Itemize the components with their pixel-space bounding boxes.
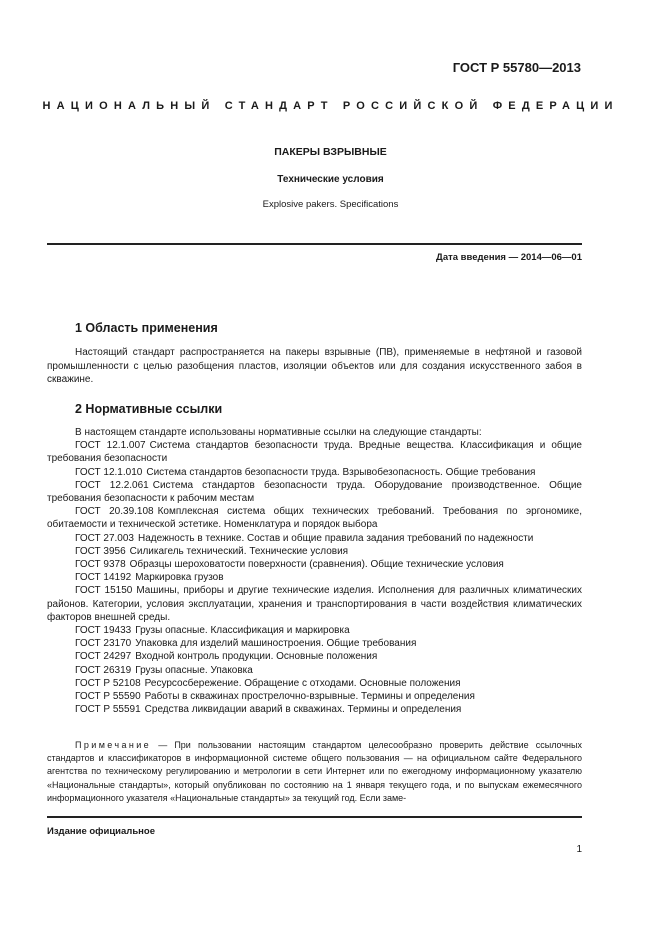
page-number: 1 [576, 844, 582, 855]
reference-text: Ресурсосбережение. Обращение с отходами. Основные положения [144, 677, 461, 689]
reference-text: Грузы опасные. Классификация и маркировка [135, 625, 350, 637]
reference-code: ГОСТ Р 52108 [75, 677, 141, 689]
reference-item [47, 664, 582, 677]
reference-item [47, 479, 582, 505]
top-divider [47, 243, 582, 245]
reference-text: Машины, приборы и другие технические изделия. Исполнения для различных климатических районов. Категории, условия эксплуатации, хранения и транспортирования в части воздействия климатических факторов внешней среды. [47, 585, 582, 623]
reference-item [47, 532, 582, 545]
reference-text: Силикагель технический. Технические условия [129, 545, 349, 557]
national-standard-title: НАЦИОНАЛЬНЫЙ СТАНДАРТ РОССИЙСКОЙ ФЕДЕРАЦИИ [42, 100, 619, 112]
reference-code: ГОСТ 3956 [75, 545, 126, 557]
reference-item [47, 703, 582, 716]
reference-item [47, 624, 582, 637]
reference-item [47, 558, 582, 571]
reference-code: ГОСТ 20.39.108 [75, 506, 154, 518]
reference-code: ГОСТ Р 55590 [75, 691, 141, 703]
standard-title: ПАКЕРЫ ВЗРЫВНЫЕ [274, 146, 387, 158]
reference-text: Система стандартов безопасности труда. Оборудование производственное. Общие требования безопасности к рабочим местам [47, 479, 582, 505]
reference-code: ГОСТ 19433 [75, 625, 132, 637]
reference-text: Система стандартов безопасности труда. Взрывобезопасность. Общие требования [146, 466, 536, 478]
section-heading-scope: 1 Область применения [75, 321, 218, 335]
note-text: — При пользовании настоящим стандартом целесообразно проверить действие ссылочных стандартов и классификаторов в информационной системе общего пользования — на официальном сайте Федерального агентства по техническому регулированию и метрологии в сети Интернет или по ежегодному информационному указателю «Национальные стандарты», который опубликован по состоянию на 1 января текущего года, и по выпускам ежемесячного информационного указателя «Национальные стандарты» за текущий год. Если заме- [47, 740, 582, 803]
reference-item [47, 571, 582, 584]
reference-text: Работы в скважинах прострелочно-взрывные. Термины и определения [144, 691, 475, 703]
references-intro: В настоящем стандарте использованы нормативные ссылки на следующие стандарты: [75, 427, 482, 438]
introduction-date: Дата введения — 2014—06—01 [436, 252, 582, 263]
reference-text: Комплексная система общих технических требований. Требования по эргономике, обитаемости и технической эстетике. Номенклатура и порядок выбора [47, 506, 582, 531]
reference-code: ГОСТ 27.003 [75, 532, 134, 544]
reference-text: Маркировка грузов [135, 572, 224, 584]
reference-text: Образцы шероховатости поверхности (сравнения). Общие технические условия [129, 559, 504, 571]
reference-item [47, 650, 582, 663]
reference-text: Грузы опасные. Упаковка [135, 664, 253, 676]
reference-text: Средства ликвидации аварий в скважинах. Термины и определения [144, 704, 462, 716]
note-label: Примечание [75, 740, 152, 750]
scope-paragraph: Настоящий стандарт распространяется на пакеры взрывные (ПВ), применяемые в нефтяной и газовой промышленности с целью разобщения пластов, изоляции объектов или для создания искусственного забоя в скважине. [47, 347, 582, 386]
reference-code: ГОСТ 14192 [75, 572, 132, 584]
english-title: Explosive pakers. Specifications [262, 199, 399, 210]
reference-code: ГОСТ 26319 [75, 664, 132, 676]
reference-code: ГОСТ 12.2.061 [75, 479, 149, 491]
reference-code: ГОСТ 9378 [75, 559, 126, 571]
official-edition-label: Издание официальное [47, 826, 155, 837]
reference-item [47, 677, 582, 690]
reference-code: ГОСТ 12.1.010 [75, 466, 143, 478]
reference-item [47, 545, 582, 558]
reference-text: Упаковка для изделий машиностроения. Общие требования [135, 638, 417, 650]
document-code: ГОСТ Р 55780—2013 [452, 60, 581, 75]
reference-item [47, 466, 582, 479]
reference-text: Надежность в технике. Состав и общие правила задания требований по надежности [138, 532, 534, 544]
footer-divider [47, 816, 582, 818]
reference-text: Система стандартов безопасности труда. Вредные вещества. Классификация и общие требования безопасности [47, 440, 582, 465]
reference-code: ГОСТ 12.1.007 [75, 440, 146, 452]
reference-item [47, 637, 582, 650]
reference-code: ГОСТ 23170 [75, 638, 132, 650]
reference-code: ГОСТ Р 55591 [75, 704, 141, 716]
section-heading-references: 2 Нормативные ссылки [75, 402, 223, 416]
references-list [47, 426, 582, 716]
reference-text: Входной контроль продукции. Основные положения [135, 651, 378, 663]
reference-code: ГОСТ 24297 [75, 651, 132, 663]
standard-subtitle: Технические условия [277, 174, 384, 185]
reference-item [47, 584, 582, 624]
reference-item [47, 690, 582, 703]
reference-item [47, 439, 582, 465]
reference-code: ГОСТ 15150 [75, 585, 133, 597]
note-paragraph [47, 739, 582, 805]
reference-item [47, 505, 582, 531]
